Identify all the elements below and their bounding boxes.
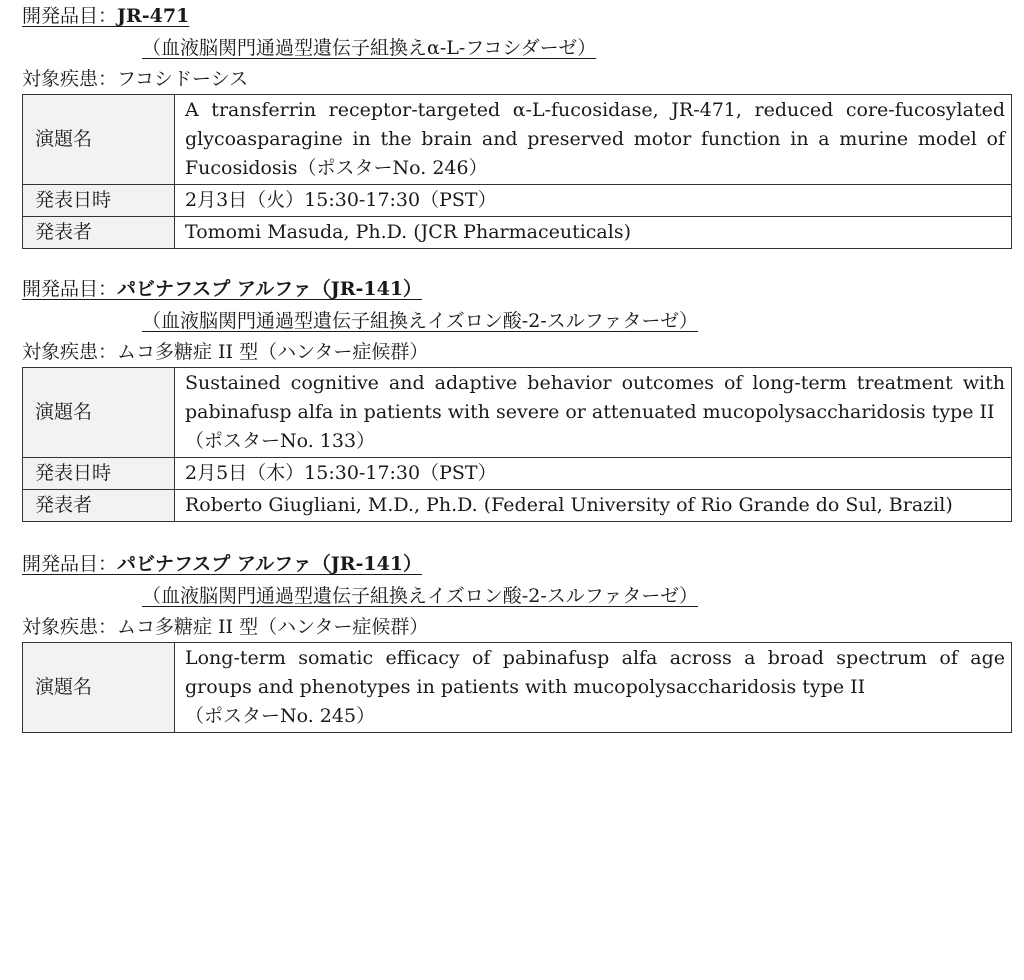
presenter: Roberto Giugliani, M.D., Ph.D. (Federal University of Rio Grande do Sul, Brazil) (175, 490, 1012, 522)
product-prefix: 開発品目： (22, 5, 118, 27)
table-row (23, 458, 1012, 490)
spacer (22, 249, 1012, 273)
presentation-title-cell (175, 368, 1012, 458)
table-row (23, 95, 1012, 185)
product-prefix: 開発品目： (22, 553, 118, 575)
row-label: 発表者 (23, 217, 175, 249)
table-row (23, 217, 1012, 249)
substance-heading (22, 32, 1012, 64)
row-label: 演題名 (23, 643, 175, 733)
spacer (22, 522, 1012, 548)
row-label: 発表者 (23, 490, 175, 522)
entry-block-3 (22, 548, 1012, 733)
table-row (23, 185, 1012, 217)
presenter: Tomomi Masuda, Ph.D. (JCR Pharmaceuticals) (175, 217, 1012, 249)
entry-block-1 (22, 0, 1012, 249)
poster-number: （ポスターNo. 245） (185, 705, 376, 727)
target-disease: 対象疾患：ムコ多糖症 II 型（ハンター症候群） (22, 616, 429, 638)
presentation-title: A transferrin receptor-targeted α-L-fucosidase, JR-471, reduced core-fucosylated glycoasparagine in the brain and preserved motor function in a murine model of Fucosidosis（ポスターNo. 246） (175, 95, 1012, 185)
presentation-table (22, 642, 1012, 733)
substance-heading (22, 580, 1012, 612)
row-label: 演題名 (23, 95, 175, 185)
substance-name: （血液脳関門通過型遺伝子組換えイズロン酸-2-スルファターゼ） (142, 585, 698, 607)
presentation-title: Long-term somatic efficacy of pabinafusp alfa across a broad spectrum of age groups and phenotypes in patients with mucopolysaccharidosis type II (185, 647, 1005, 698)
product-name: パビナフスプ アルファ（JR-141） (117, 278, 423, 300)
presentation-title-cell (175, 643, 1012, 733)
substance-name: （血液脳関門通過型遺伝子組換えα-L-フコシダーゼ） (142, 37, 597, 59)
table-row (23, 643, 1012, 733)
presentation-title: Sustained cognitive and adaptive behavior outcomes of long-term treatment with pabinafusp alfa in patients with severe or attenuated mucopolysaccharidosis type II (185, 372, 1005, 423)
table-row (23, 490, 1012, 522)
substance-name: （血液脳関門通過型遺伝子組換えイズロン酸-2-スルファターゼ） (142, 310, 698, 332)
target-disease: 対象疾患：ムコ多糖症 II 型（ハンター症候群） (22, 341, 429, 363)
presentation-datetime: 2月5日（木）15:30-17:30（PST） (175, 458, 1012, 490)
target-disease: 対象疾患：フコシドーシス (22, 68, 249, 90)
poster-number: （ポスターNo. 133） (185, 430, 376, 452)
product-heading (22, 0, 1012, 32)
product-heading (22, 273, 1012, 305)
entry-block-2 (22, 273, 1012, 522)
substance-heading (22, 305, 1012, 337)
row-label: 演題名 (23, 368, 175, 458)
product-heading (22, 548, 1012, 580)
product-name: JR-471 (117, 5, 190, 27)
table-row (23, 368, 1012, 458)
presentation-datetime: 2月3日（火）15:30-17:30（PST） (175, 185, 1012, 217)
row-label: 発表日時 (23, 458, 175, 490)
product-prefix: 開発品目： (22, 278, 118, 300)
row-label: 発表日時 (23, 185, 175, 217)
presentation-table (22, 94, 1012, 249)
document (22, 0, 1012, 733)
presentation-table (22, 367, 1012, 522)
product-name: パビナフスプ アルファ（JR-141） (117, 553, 423, 575)
